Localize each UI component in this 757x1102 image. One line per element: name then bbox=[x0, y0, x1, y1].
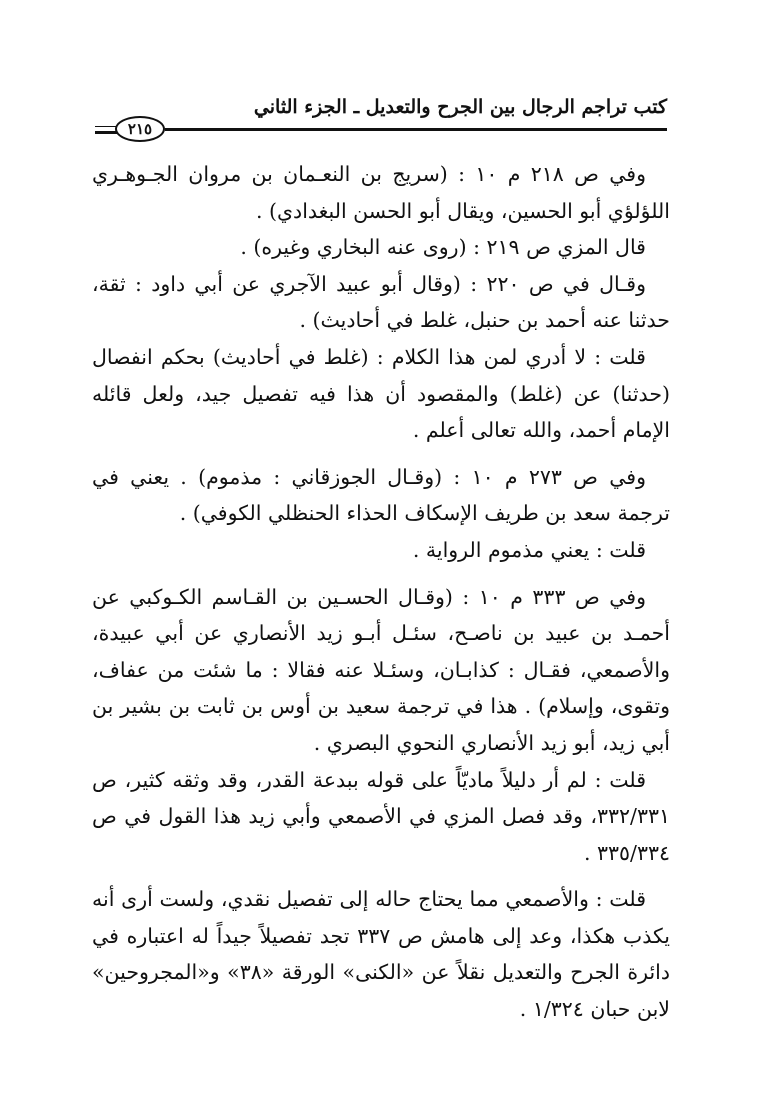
header-rule-right bbox=[165, 128, 667, 131]
paragraph-3: وقـال في ص ٢٢٠ : (وقال أبو عبيد الآجري عن أبي داود : ثقة، حدثنا عنه أحمد بن حنبل، غلط في أحاديث) . bbox=[92, 271, 670, 333]
page-body bbox=[92, 156, 670, 1028]
paragraph-2: قال المزي ص ٢١٩ : (روى عنه البخاري وغيره) . bbox=[240, 235, 646, 260]
paragraph-1: وفي ص ٢١٨ م ١٠ : (سريج بن النعـمان بن مروان الجـوهـري اللؤلؤي أبو الحسين، ويقال أبو الحسن البغدادي) . bbox=[92, 162, 670, 223]
running-title: كتب تراجم الرجال بين الجرح والتعديل ـ الجزء الثاني bbox=[253, 96, 667, 118]
paragraph-9: قلت : والأصمعي مما يحتاج حاله إلى تفصيل نقدي، ولست أرى أنه يكذب هكذا، وعد إلى هامش ص ٣٣٧ تجد تفصيلاً جيداً له اعتباره في دائرة الجرح والتعديل نقلاً عن «الكنى» الورقة «٣٨» و«المجروحين» لابن حبان ١/٣٢٤ . bbox=[92, 887, 670, 1022]
page-number: ٢١٥ bbox=[115, 116, 165, 142]
paragraph-gap bbox=[92, 449, 670, 459]
paragraph-5: وفي ص ٢٧٣ م ١٠ : (وقـال الجوزقاني : مذموم) . يعني في ترجمة سعد بن طريف الإسكاف الحذاء الحنظلي الكوفي) . bbox=[92, 464, 670, 526]
paragraph-7: وفي ص ٣٣٣ م ١٠ : (وقـال الحسـين بن القـاسم الكـوكبي عن أحمـد بن عبيد بن ناصـح، سئـل أبـو زيد الأنصاري عن أبي عبيدة، والأصمعي، فقـال : كذابـان، وسئـلا عنه فقالا : ما شئت من عفاف، وتقوى، وإسلام) . هذا في ترجمة سعيد بن أوس بن ثابت بن بشير بن أبي زيد، أبو زيد الأنصاري النحوي البصري . bbox=[92, 584, 670, 755]
paragraph-gap bbox=[92, 569, 670, 579]
paragraph-6: قلت : يعني مذموم الرواية . bbox=[412, 537, 646, 562]
paragraph-8: قلت : لم أر دليلاً ماديّاً على قوله ببدعة القدر، وقد وثقه كثير، ص ٣٣٢/٣٣١، وقد فصل المزي في الأصمعي وأبي زيد هذا القول في ص ٣٣٥/٣٣٤ . bbox=[92, 767, 670, 865]
page-header bbox=[95, 96, 667, 140]
paragraph-gap bbox=[92, 871, 670, 881]
paragraph-4: قلت : لا أدري لمن هذا الكلام : (غلط في أحاديث) بحكم انفصال (حدثنا) عن (غلط) والمقصود أن هذا فيه تفصيل جيد، ولعل قائله الإمام أحمد، والله تعالى أعلم . bbox=[92, 344, 670, 443]
